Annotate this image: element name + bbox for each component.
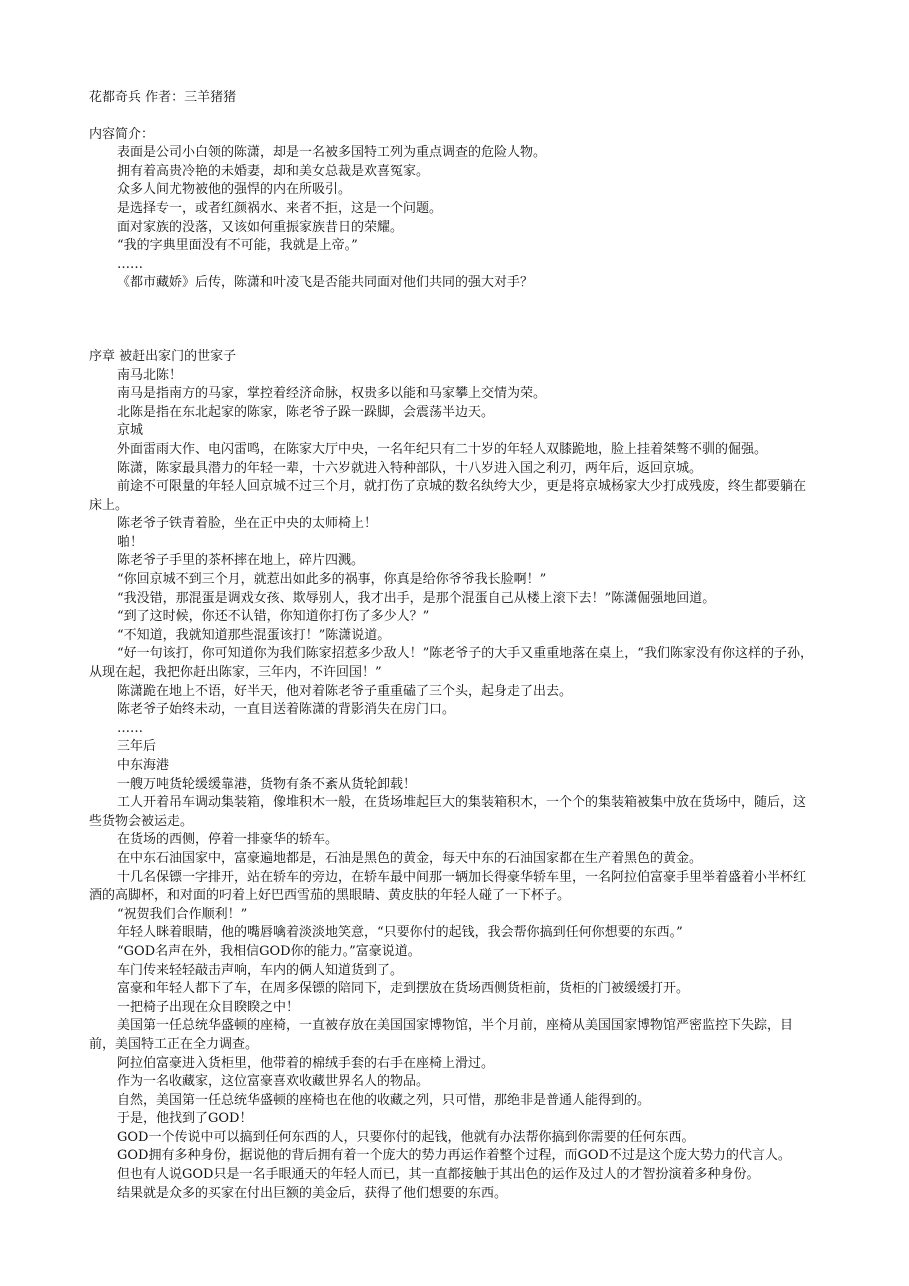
chapter-paragraph: 陈老爷子铁青着脸，坐在正中央的太师椅上！: [117, 516, 378, 532]
chapter-paragraph: “你回京城不到三个月，就惹出如此多的祸事，你真是给你爷爷我长脸啊！”: [117, 572, 547, 588]
chapter-paragraph: GOD一个传说中可以搞到任何东西的人，只要你付的起钱，他就有办法帮你搞到你需要的任何东西。: [117, 1129, 695, 1145]
chapter-paragraph: 十几名保镖一字排开，站在轿车的旁边，在轿车最中间那一辆加长得豪华轿车里，一名阿拉伯富豪手里举着盛着小半杯红酒的高脚杯，和对面的叼着上好巴西雪茄的黑眼睛、黄皮肤的年轻人碰了一下杯子。: [89, 869, 807, 904]
intro-paragraph: 面对家族的没落，又该如何重振家族昔日的荣耀。: [117, 219, 404, 235]
chapter-paragraph: 自然，美国第一任总统华盛顿的座椅也在他的收藏之列，只可惜，那绝非是普通人能得到的。: [117, 1092, 651, 1108]
chapter-paragraph: 啪！: [117, 534, 144, 550]
chapter-paragraph: 一把椅子出现在众目睽睽之中！: [117, 999, 300, 1015]
chapter-paragraph: 结果就是众多的买家在付出巨额的美金后，获得了他们想要的东西。: [117, 1185, 508, 1201]
chapter-paragraph: 但也有人说GOD只是一名手眼通天的年轻人而已，其一直都接触于其出色的运作及过人的才智扮演着多种身份。: [117, 1167, 760, 1183]
spacer: [89, 293, 814, 348]
chapter-paragraph: “GOD名声在外，我相信GOD你的能力。”富豪说道。: [117, 943, 421, 959]
intro-paragraph: 众多人间尤物被他的强悍的内在所吸引。: [117, 182, 352, 198]
chapter-paragraph: 一艘万吨货轮缓缓靠港，货物有条不紊从货轮卸载！: [117, 776, 417, 792]
chapter-paragraph: 陈潇跪在地上不语，好半天，他对着陈老爷子重重磕了三个头，起身走了出去。: [117, 683, 573, 699]
chapter-paragraph: 车门传来轻轻敲击声响，车内的俩人知道货到了。: [117, 962, 404, 978]
intro-paragraph: 是选择专一，或者红颜祸水、来者不拒，这是一个问题。: [117, 200, 443, 216]
chapter-paragraph: 在中东石油国家中，富豪遍地都是，石油是黑色的黄金，每天中东的石油国家都在生产着黑色的黄金。: [117, 850, 703, 866]
document-page: [89, 89, 814, 1203]
chapter-paragraph: “不知道，我就知道那些混蛋该打！”陈潇说道。: [117, 627, 391, 643]
chapter-paragraph: “祝贺我们合作顺利！”: [117, 906, 248, 922]
chapter-paragraph: 京城: [117, 423, 144, 439]
chapter-paragraph: 前途不可限量的年轻人回京城不过三个月，就打伤了京城的数名纨绔大少，更是将京城杨家大少打成残废，终生都要躺在床上。: [89, 479, 807, 513]
chapter-paragraph: 美国第一任总统华盛顿的座椅，一直被存放在美国国家博物馆，半个月前，座椅从美国国家博物馆严密监控下失踪，目前，美国特工正在全力调查。: [89, 1018, 794, 1052]
intro-title: 内容简介：: [89, 126, 155, 142]
intro-section: [89, 144, 814, 293]
spacer: [89, 108, 814, 126]
chapter-paragraph: “我没错，那混蛋是调戏女孩、欺辱别人，我才出手，是那个混蛋自己从楼上滚下去！”陈潇倔强地回道。: [117, 590, 716, 606]
intro-paragraph: 《都市藏娇》后传，陈潇和叶凌飞是否能共同面对他们共同的强大对手？: [117, 275, 534, 291]
book-header: 花都奇兵 作者：三羊猪猪: [89, 90, 237, 105]
chapter-paragraph: “到了这时候，你还不认错，你知道你打伤了多少人？”: [117, 609, 430, 625]
chapter-paragraph: 陈老爷子手里的茶杯摔在地上，碎片四溅。: [117, 553, 365, 569]
chapter-paragraph: 富豪和年轻人都下了车，在周多保镖的陪同下，走到摆放在货场西侧货柜前，货柜的门被缓缓打开。: [117, 981, 690, 997]
chapter-paragraph: 南马北陈！: [117, 367, 183, 383]
chapter-paragraph: 中东海港: [117, 758, 170, 773]
intro-paragraph: 表面是公司小白领的陈潇，却是一名被多国特工列为重点调查的危险人物。: [117, 145, 547, 161]
chapter-paragraph: 陈老爷子始终未动，一直目送着陈潇的背影消失在房门口。: [117, 702, 456, 718]
intro-paragraph: 拥有着高贵冷艳的未婚妻，却和美女总裁是欢喜冤家。: [117, 163, 430, 179]
chapter-paragraph: 外面雷雨大作、电闪雷鸣，在陈家大厅中央，一名年纪只有二十岁的年轻人双膝跪地，脸上挂着桀骜不驯的倔强。: [117, 441, 768, 457]
chapter-paragraph: “好一句该打，你可知道你为我们陈家招惹多少敌人！”陈老爷子的大手又重重地落在桌上，“我们陈家没有你这样的子孙，从现在起，我把你赶出陈家，三年内，不许回国！”: [89, 646, 813, 681]
chapter-paragraph: 作为一名收藏家，这位富豪喜欢收藏世界名人的物品。: [117, 1074, 430, 1090]
chapter-paragraph: 阿拉伯富豪进入货柜里，他带着的棉绒手套的右手在座椅上滑过。: [117, 1055, 495, 1071]
chapter-paragraph: 南马是指南方的马家，掌控着经济命脉，权贵多以能和马家攀上交情为荣。: [117, 386, 547, 402]
chapter-body: [89, 367, 814, 1204]
chapter-paragraph: 三年后: [117, 739, 157, 755]
intro-paragraph: “我的字典里面没有不可能，我就是上帝。”: [117, 238, 358, 254]
chapter-title: 序章 被赶出家门的世家子: [89, 348, 237, 364]
chapter-paragraph: 工人开着吊车调动集装箱，像堆积木一般，在货场堆起巨大的集装箱积木，一个个的集装箱被集中放在货场中，随后，这些货物会被运走。: [89, 795, 807, 829]
chapter-paragraph: 北陈是指在东北起家的陈家，陈老爷子跺一跺脚，会震荡半边天。: [117, 404, 495, 420]
chapter-paragraph: 在货场的西侧，停着一排豪华的轿车。: [117, 832, 339, 848]
intro-paragraph: ……: [117, 256, 143, 272]
chapter-paragraph: 陈潇，陈家最具潜力的年轻一辈，十六岁就进入特种部队，十八岁进入国之利刃，两年后，返回京城。: [117, 460, 703, 476]
chapter-paragraph: 于是，他找到了GOD！: [117, 1111, 253, 1127]
chapter-paragraph: ……: [117, 720, 143, 736]
chapter-paragraph: GOD拥有多种身份，据说他的背后拥有着一个庞大的势力再运作着整个过程，而GOD不过是这个庞大势力的代言人。: [117, 1148, 791, 1164]
chapter-paragraph: 年轻人眯着眼睛，他的嘴唇噙着淡淡地笑意，“只要你付的起钱，我会帮你搞到任何你想要的东西。”: [117, 925, 683, 941]
